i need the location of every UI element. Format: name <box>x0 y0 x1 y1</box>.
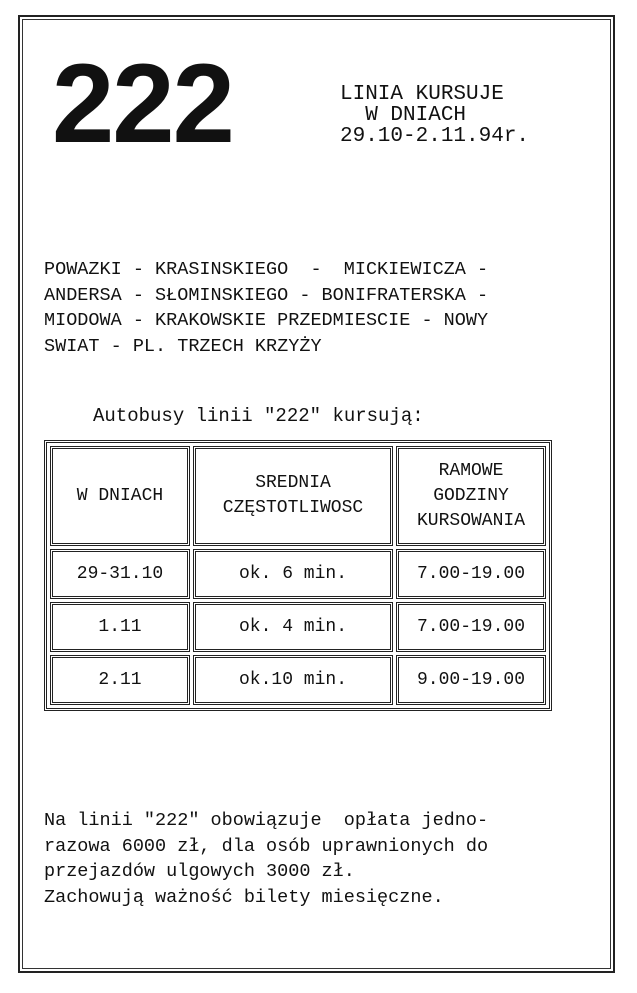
fare-line: przejazdów ulgowych 3000 zł. <box>44 861 355 882</box>
cell-hours: 9.00-19.00 <box>396 655 546 705</box>
cell-days: 29-31.10 <box>50 549 190 599</box>
table-row <box>50 602 546 652</box>
route-line: ANDERSA - SŁOMINSKIEGO - BONIFRATERSKA - <box>44 284 489 306</box>
schedule-intro: Autobusy linii "222" kursują: <box>93 405 424 427</box>
cell-frequency: ok. 6 min. <box>193 549 393 599</box>
fare-info <box>44 808 488 910</box>
cell-hours: 7.00-19.00 <box>396 602 546 652</box>
header-days: W DNIACH <box>50 446 190 546</box>
route-line: MIODOWA - KRAKOWSKIE PRZEDMIESCIE - NOWY <box>44 310 489 331</box>
table-row <box>50 655 546 705</box>
notice-line: W DNIACH <box>340 104 467 127</box>
cell-frequency: ok.10 min. <box>193 655 393 705</box>
notice-line: 29.10-2.11.94r. <box>340 125 530 148</box>
table-row <box>50 549 546 599</box>
notice-line: LINIA KURSUJE <box>340 83 504 106</box>
cell-days: 1.11 <box>50 602 190 652</box>
fare-line: razowa 6000 zł, dla osób uprawnionych do <box>44 835 489 857</box>
fare-line: Na linii "222" obowiązuje opłata jedno- <box>44 810 489 831</box>
schedule-table <box>44 440 552 711</box>
route-stops <box>44 257 488 359</box>
table-header-row <box>50 446 546 546</box>
cell-days: 2.11 <box>50 655 190 705</box>
service-dates-notice <box>340 84 529 147</box>
header-hours: RAMOWE GODZINY KURSOWANIA <box>396 446 546 546</box>
cell-frequency: ok. 4 min. <box>193 602 393 652</box>
route-number: 222 <box>52 41 233 166</box>
route-line: SWIAT - PL. TRZECH KRZYŻY <box>44 335 322 357</box>
cell-hours: 7.00-19.00 <box>396 549 546 599</box>
fare-line: Zachowują ważność bilety miesięczne. <box>44 886 444 908</box>
route-line: POWAZKI - KRASINSKIEGO - MICKIEWICZA - <box>44 259 489 280</box>
header-frequency: SREDNIA CZĘSTOTLIWOSC <box>193 446 393 546</box>
